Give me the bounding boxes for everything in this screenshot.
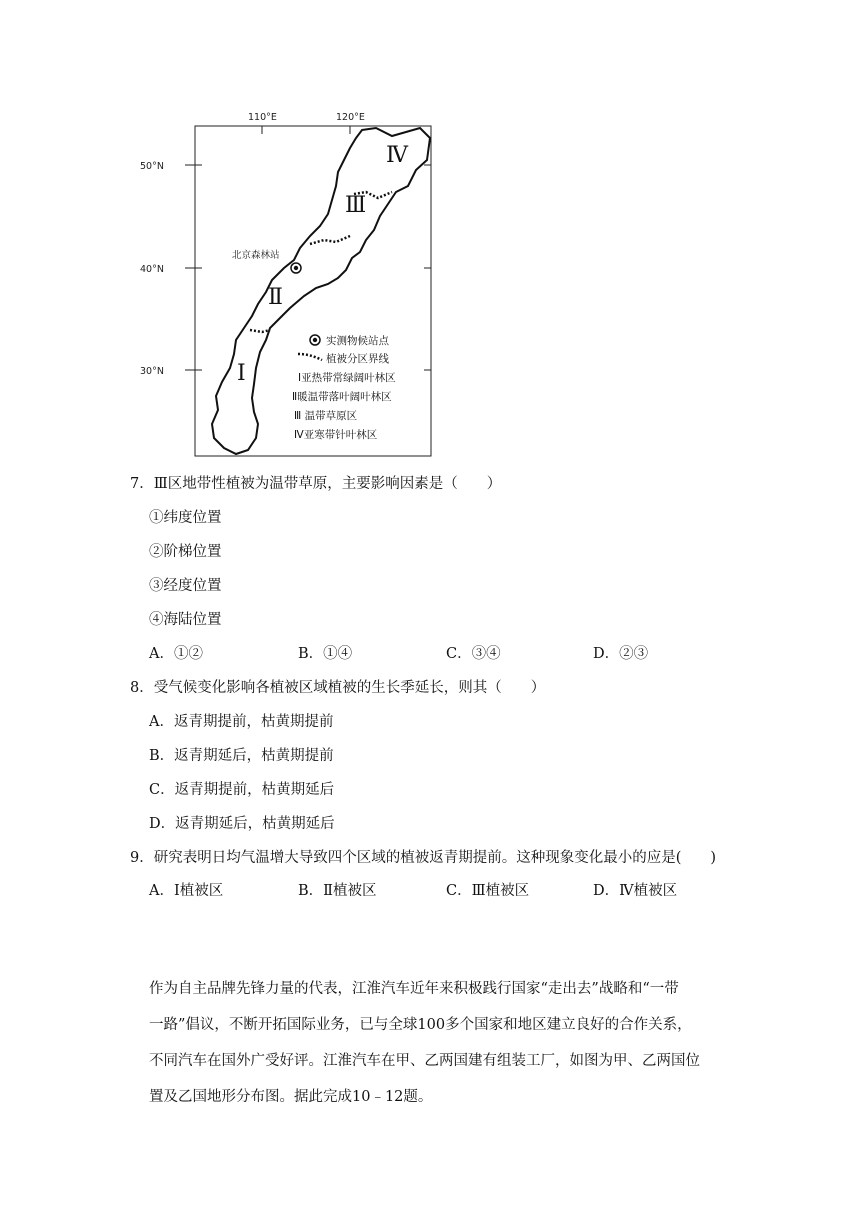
legend-zone-4: Ⅳ亚寒带针叶林区 <box>294 429 378 441</box>
station-label: 北京森林站 <box>232 250 280 261</box>
q7-item-1: ①纬度位置 <box>149 510 222 526</box>
legend-boundary: 植被分区界线 <box>326 353 389 365</box>
legend-zone-3: Ⅲ 温带草原区 <box>294 410 358 422</box>
q8-option-d: D．返青期延后，枯黄期延后 <box>149 816 335 832</box>
passage-line-3: 不同汽车在国外广受好评。江淮汽车在甲、乙两国建有组装工厂，如图为甲、乙两国位 <box>149 1053 700 1069</box>
q7-option-a: A．①② <box>149 646 203 662</box>
legend-zone-2: Ⅱ暖温带落叶阔叶林区 <box>292 391 392 403</box>
q9-option-d: D．Ⅳ植被区 <box>593 883 678 899</box>
vegetation-zone-map <box>140 108 440 460</box>
q7-item-4: ④海陆位置 <box>149 612 222 628</box>
q7-stem: 7．Ⅲ区地带性植被为温带草原，主要影响因素是（ ） <box>130 476 502 492</box>
lat-label-30: 30°N <box>140 366 164 377</box>
legend-zone-1: Ⅰ亚热带常绿阔叶林区 <box>298 372 396 384</box>
q9-option-c: C．Ⅲ植被区 <box>446 883 530 899</box>
q8-stem: 8．受气候变化影响各植被区域植被的生长季延长，则其（ ） <box>130 680 546 696</box>
legend-station: 实测物候站点 <box>326 335 389 347</box>
q7-option-b: B．①④ <box>298 646 353 662</box>
region-label-2: Ⅱ <box>268 285 283 310</box>
legend-boundary-icon <box>298 354 322 360</box>
q9-stem: 9．研究表明日均气温增大导致四个区域的植被返青期提前。这种现象变化最小的应是( ) <box>130 850 717 866</box>
lon-label-120: 120°E <box>336 112 365 123</box>
passage-line-1: 作为自主品牌先锋力量的代表，江淮汽车近年来积极践行国家“走出去”战略和“一带 <box>149 981 679 997</box>
region-label-4: Ⅳ <box>386 143 408 168</box>
passage-line-2: 一路”倡议，不断开拓国际业务，已与全球100多个国家和地区建立良好的合作关系， <box>149 1017 692 1033</box>
q9-option-b: B．Ⅱ植被区 <box>298 883 377 899</box>
q7-item-2: ②阶梯位置 <box>149 544 222 560</box>
region-label-1: Ⅰ <box>237 361 246 386</box>
q8-option-a: A．返青期提前，枯黄期提前 <box>149 714 334 730</box>
q7-item-3: ③经度位置 <box>149 578 222 594</box>
passage-line-4: 置及乙国地形分布图。据此完成10﹣12题。 <box>149 1089 433 1105</box>
lat-label-40: 40°N <box>140 264 164 275</box>
q8-option-c: C．返青期提前，枯黄期延后 <box>149 782 335 798</box>
q8-option-b: B．返青期延后，枯黄期提前 <box>149 748 334 764</box>
q9-option-a: A．Ⅰ植被区 <box>149 883 224 899</box>
q7-option-c: C．③④ <box>446 646 501 662</box>
lon-label-110: 110°E <box>248 112 277 123</box>
zone-boundary-2-3 <box>310 236 350 244</box>
zone-boundary-1-2 <box>250 330 270 332</box>
transect-outline <box>212 128 430 454</box>
q7-option-d: D．②③ <box>593 646 649 662</box>
lat-label-50: 50°N <box>140 161 164 172</box>
region-label-3: Ⅲ <box>345 193 367 218</box>
